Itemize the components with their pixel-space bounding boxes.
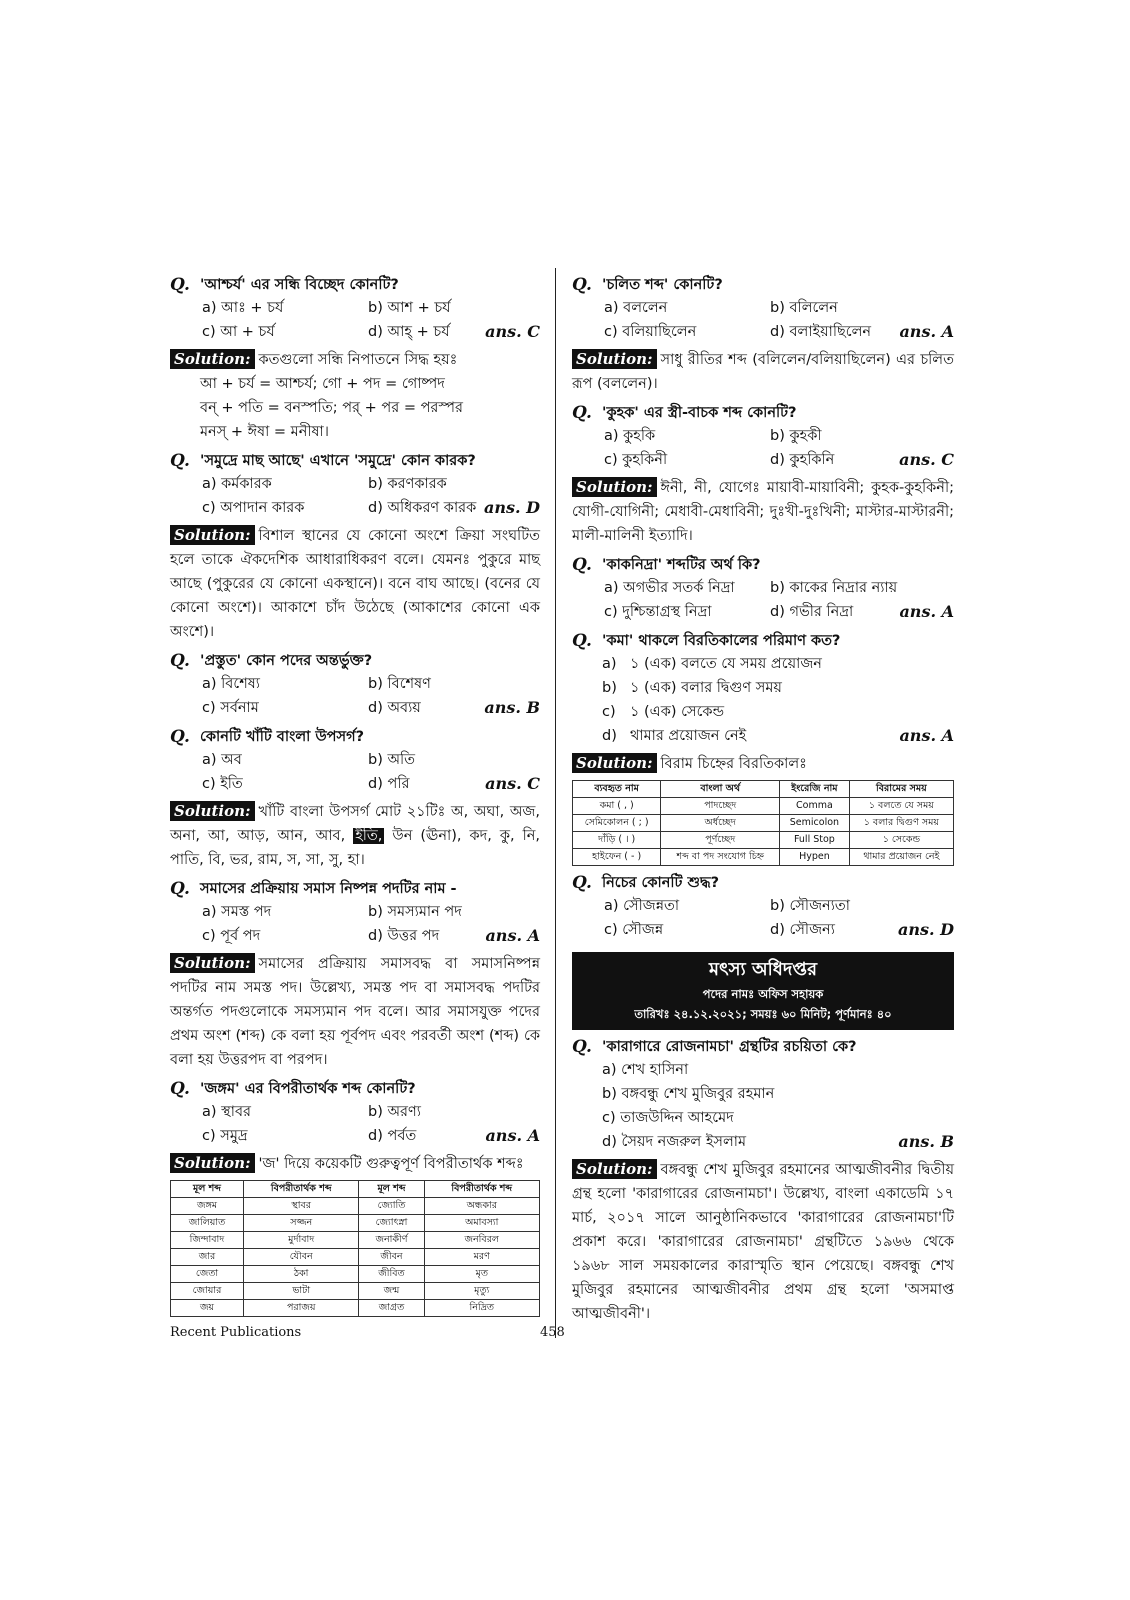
- question-3: [170, 650, 540, 672]
- table-cell: জঙ্গম: [171, 1198, 244, 1215]
- table-header: বাংলা অর্থ: [661, 781, 780, 798]
- option-b: b) কাকের নিদ্রার ন্যায়: [770, 580, 898, 596]
- option-text: থামার প্রয়োজন নেই: [630, 728, 747, 744]
- answer: ans. A: [899, 602, 954, 621]
- option-b: b) বলিলেন: [770, 300, 838, 316]
- table-row: [573, 832, 954, 849]
- question-marker: Q.: [170, 1079, 190, 1099]
- option-c: c) অপাদান কারক: [202, 500, 305, 516]
- question-7: [572, 274, 954, 296]
- table-cell: জোয়ার: [171, 1283, 244, 1300]
- question-2: [170, 450, 540, 472]
- options-11: [572, 894, 954, 942]
- solution-1: [170, 348, 540, 444]
- table-cell: জনাকীর্ণ: [359, 1232, 424, 1249]
- option-a: a) শেখ হাসিনা: [602, 1062, 689, 1078]
- question-text: 'কারাগারে রোজনামচা' গ্রন্থটির রচয়িতা কে?: [602, 1039, 857, 1055]
- options-9: [572, 576, 954, 624]
- table-header: বিরামের সময়: [849, 781, 953, 798]
- table-cell: জনবিরল: [424, 1232, 539, 1249]
- question-text: 'চলিত শব্দ' কোনটি?: [602, 277, 723, 293]
- option-d: d) বলাইয়াছিলেন: [770, 324, 872, 340]
- table-cell: শব্দ বা পদ সংযোগ চিহ্ন: [661, 849, 780, 866]
- solution-text: বঙ্গবন্ধু শেখ মুজিবুর রহমানের আত্মজীবনীর দ্বিতীয় গ্রন্থ হলো 'কারাগারের রোজনামচা'। উল্লেখ্য, বাংলা একাডেমি ১৭ মার্চ, ২০১৭ সালে আনুষ্ঠানিকভাবে 'কারাগারের রোজনামচা'টি প্রকাশ করে। 'কারাগারের রোজনামচা' গ্রন্থটিতে ১৯৬৬ থেকে ১৯৬৮ সাল সময়কালের কারাস্মৃতি স্থান পেয়েছে। বঙ্গবন্ধু শেখ মুজিবুর রহমানের আত্মজীবনীর প্রথম গ্রন্থ হলো 'অসমাপ্ত আত্মজীবনী'।: [572, 1162, 954, 1322]
- option-b: b) সৌজন্যতা: [770, 898, 850, 914]
- table-row: [171, 1249, 540, 1266]
- banner-post: পদের নামঃ অফিস সহায়ক: [702, 987, 824, 1001]
- table-row: [171, 1300, 540, 1317]
- options-7: [572, 296, 954, 344]
- option-text: ১ (এক) সেকেন্ড: [630, 704, 725, 720]
- question-text: 'কাকনিদ্রা' শব্দটির অর্থ কি?: [602, 557, 761, 573]
- solution-line: মনস্‌ + ঈষা = মনীষা।: [200, 424, 329, 440]
- solution-4: [170, 800, 540, 872]
- table-cell: মুর্দাবাদ: [243, 1232, 358, 1249]
- table-row: [171, 1283, 540, 1300]
- solution-line: আ + চর্য = আশ্চর্য; গো + পদ = গোষ্পদ: [200, 376, 445, 392]
- table-cell: জেতা: [171, 1266, 244, 1283]
- table-header-row: [171, 1181, 540, 1198]
- option-c: c) সৌজন্ন: [604, 922, 664, 938]
- table-row: [171, 1266, 540, 1283]
- option-a: a) আঃ + চর্য: [202, 300, 284, 316]
- answer: ans. C: [899, 450, 954, 469]
- question-8: [572, 402, 954, 424]
- option-a: a) কুহকি: [604, 428, 656, 444]
- option-d: d) পরি: [368, 776, 410, 792]
- option-a: a) স্থাবর: [202, 1104, 251, 1120]
- option-a: a) সৌজন্নতা: [604, 898, 680, 914]
- table-cell: অমাবস্যা: [424, 1215, 539, 1232]
- table-header: মূল শব্দ: [171, 1181, 244, 1198]
- question-text: কোনটি খাঁটি বাংলা উপসর্গ?: [200, 729, 365, 745]
- table-cell: জন্ম: [359, 1283, 424, 1300]
- question-marker: Q.: [572, 555, 592, 575]
- table-header: ব্যবহৃত নাম: [573, 781, 661, 798]
- question-marker: Q.: [170, 879, 190, 899]
- question-text: 'কমা' থাকলে বিরতিকালের পরিমাণ কত?: [602, 633, 841, 649]
- table-body: [171, 1198, 540, 1317]
- table-cell: সজ্জন: [243, 1215, 358, 1232]
- table-body: [573, 798, 954, 866]
- question-5: [170, 878, 540, 900]
- table-cell: অন্ধকার: [424, 1198, 539, 1215]
- option-b: b) অরণ্য: [368, 1104, 421, 1120]
- table-cell: ঠকা: [243, 1266, 358, 1283]
- solution-12: [572, 1158, 954, 1326]
- question-marker: Q.: [170, 651, 190, 671]
- options-10: [572, 652, 954, 748]
- question-marker: Q.: [170, 727, 190, 747]
- table-cell: পরাজয়: [243, 1300, 358, 1317]
- option-b: b) বঙ্গবন্ধু শেখ মুজিবুর রহমান: [602, 1086, 775, 1102]
- banner-title: মৎস্য অধিদপ্তর: [709, 959, 817, 980]
- solution-tag: Solution:: [572, 477, 657, 497]
- table-cell: কমা ( , ): [573, 798, 661, 815]
- option-c: c) কুহকিনী: [604, 452, 668, 468]
- option-d: d) সৌজন্য: [770, 922, 835, 938]
- option-c: c) সমুদ্র: [202, 1128, 248, 1144]
- answer: ans. A: [485, 926, 540, 945]
- option-c: c) সর্বনাম: [202, 700, 259, 716]
- option-label: b): [602, 680, 617, 696]
- solution-tag: Solution:: [572, 753, 657, 773]
- question-marker: Q.: [572, 403, 592, 423]
- solution-tag: Solution:: [170, 525, 255, 545]
- question-marker: Q.: [572, 873, 592, 893]
- option-a: a) বললেন: [604, 300, 668, 316]
- solution-text: উন (ঊনা), কদ, কু, নি, পাতি, বি, ভর, রাম, স, সা, সু, হা।: [170, 828, 541, 868]
- question-marker: Q.: [572, 631, 592, 651]
- option-d: d) অধিকরণ কারক: [368, 500, 477, 516]
- option-b: b) করণকারক: [368, 476, 447, 492]
- table-row: [171, 1232, 540, 1249]
- table-cell: জিন্দাবাদ: [171, 1232, 244, 1249]
- option-c: c) তাজউদ্দিন আহমেদ: [602, 1110, 734, 1126]
- solution-tag: Solution:: [572, 349, 657, 369]
- options-1: [170, 296, 540, 344]
- solution-text: খাঁটি বাংলা উপসর্গ মোট ২১টিঃ অ, অঘা, অজ, অনা, আ, আড়, আন, আব,: [170, 804, 540, 844]
- option-text: ১ (এক) বলতে যে সময় প্রয়োজন: [630, 656, 822, 672]
- table-cell: জাগ্রত: [359, 1300, 424, 1317]
- table-row: [573, 849, 954, 866]
- option-b: b) আশ + চর্য: [368, 300, 451, 316]
- question-marker: Q.: [170, 451, 190, 471]
- answer: ans. A: [899, 726, 954, 745]
- table-cell: ভাটা: [243, 1283, 358, 1300]
- table-cell: Comma: [780, 798, 850, 815]
- option-d: d) কুহকিনি: [770, 452, 835, 468]
- option-d: d) আহ্‌ + চর্য: [368, 324, 450, 340]
- option-d: d) সৈয়দ নজরুল ইসলাম: [602, 1134, 747, 1150]
- solution-7: [572, 348, 954, 396]
- solution-tag: Solution:: [170, 801, 255, 821]
- antonym-table: [170, 1180, 540, 1317]
- solution-5: [170, 952, 540, 1072]
- exam-banner: [572, 952, 954, 1030]
- option-label: d): [602, 728, 617, 744]
- table-cell: জয়: [171, 1300, 244, 1317]
- table-cell: ১ বলার দ্বিগুণ সময়: [849, 815, 953, 832]
- solution-tag: Solution:: [170, 349, 255, 369]
- punctuation-table: [572, 780, 954, 866]
- question-text: 'জঙ্গম' এর বিপরীতার্থক শব্দ কোনটি?: [200, 1081, 416, 1097]
- options-5: [170, 900, 540, 948]
- options-4: [170, 748, 540, 796]
- solution-text: বিশাল স্থানের যে কোনো অংশে ক্রিয়া সংঘটিত হলে তাকে ঐকদেশিক আধারাধিকরণ বলে। যেমনঃ পুকুরে মাছ আছে (পুকুরের যে কোনো একস্থানে)। বনে বাঘ আছে। (বনের যে কোনো অংশে)। আকাশে চাঁদ উঠেছে (আকাশের কোনো এক অংশে)।: [170, 528, 540, 640]
- answer: ans. B: [898, 1132, 954, 1151]
- table-cell: দাঁড়ি ( । ): [573, 832, 661, 849]
- option-d: d) গভীর নিদ্রা: [770, 604, 854, 620]
- footer-publisher: Recent Publications: [170, 1325, 302, 1340]
- question-9: [572, 554, 954, 576]
- question-text: 'প্রস্তুত' কোন পদের অন্তর্ভুক্ত?: [200, 653, 373, 669]
- answer: ans. C: [485, 774, 540, 793]
- option-b: b) কুহকী: [770, 428, 822, 444]
- option-b: b) সমস্যমান পদ: [368, 904, 462, 920]
- page-number: 458: [540, 1325, 565, 1340]
- table-cell: মৃত: [424, 1266, 539, 1283]
- option-b: b) অতি: [368, 752, 416, 768]
- option-label: a): [602, 656, 617, 672]
- table-cell: মৃত্যু: [424, 1283, 539, 1300]
- option-b: b) বিশেষণ: [368, 676, 431, 692]
- table-cell: স্থাবর: [243, 1198, 358, 1215]
- solution-line: বন্‌ + পতি = বনস্পতি; পর্‌ + পর = পরস্পর: [200, 400, 464, 416]
- question-11: [572, 872, 954, 894]
- solution-text: ঈনী, নী, যোগেঃ মায়াবী-মায়াবিনী; কুহক-কুহকিনী; যোগী-যোগিনী; মেধাবী-মেধাবিনী; দুঃখী-দুঃখিনী; মাস্টার-মাস্টারনী; মালী-মালিনী ইত্যাদি।: [572, 480, 954, 544]
- table-cell: পাদচ্ছেদ: [661, 798, 780, 815]
- table-cell: জীবিত: [359, 1266, 424, 1283]
- table-header: ইংরেজি নাম: [780, 781, 850, 798]
- question-text: নিচের কোনটি শুদ্ধ?: [602, 875, 719, 891]
- table-cell: যৌবন: [243, 1249, 358, 1266]
- question-text: 'কুহক' এর স্ত্রী-বাচক শব্দ কোনটি?: [602, 405, 797, 421]
- table-row: [171, 1215, 540, 1232]
- table-cell: জালিয়াত: [171, 1215, 244, 1232]
- option-a: a) অগভীর সতর্ক নিদ্রা: [604, 580, 735, 596]
- table-header: বিপরীতার্থক শব্দ: [243, 1181, 358, 1198]
- solution-line: কতগুলো সন্ধি নিপাতনে সিদ্ধ হয়ঃ: [258, 352, 458, 368]
- table-row: [573, 815, 954, 832]
- solution-2: [170, 524, 540, 644]
- banner-info: তারিখঃ ২৪.১২.২০২১; সময়ঃ ৬০ মিনিট; পূর্ণমানঃ ৪০: [634, 1007, 892, 1021]
- right-column: [572, 268, 954, 1326]
- table-cell: হাইফেন ( - ): [573, 849, 661, 866]
- question-1: [170, 274, 540, 296]
- option-d: d) উত্তর পদ: [368, 928, 440, 944]
- option-c: c) ইতি: [202, 776, 243, 792]
- table-cell: ১ সেকেন্ড: [849, 832, 953, 849]
- option-a: a) বিশেষ্য: [202, 676, 260, 692]
- options-12: [572, 1058, 954, 1154]
- solution-text: 'জ' দিয়ে কয়েকটি গুরুত্বপূর্ণ বিপরীতার্থক শব্দঃ: [258, 1156, 524, 1172]
- table-cell: জীবন: [359, 1249, 424, 1266]
- table-row: [573, 798, 954, 815]
- table-cell: Semicolon: [780, 815, 850, 832]
- table-cell: জ্যোতি: [359, 1198, 424, 1215]
- option-d: d) অব্যয়: [368, 700, 421, 716]
- option-a: a) কর্মকারক: [202, 476, 272, 492]
- option-text: ১ (এক) বলার দ্বিগুণ সময়: [630, 680, 782, 696]
- option-c: c) আ + চর্য: [202, 324, 275, 340]
- table-cell: থামার প্রয়োজন নেই: [849, 849, 953, 866]
- question-text: 'আশ্চর্য' এর সন্ধি বিচ্ছেদ কোনটি?: [200, 277, 399, 293]
- solution-tag: Solution:: [170, 953, 255, 973]
- option-d: d) পর্বত: [368, 1128, 417, 1144]
- solution-tag: Solution:: [170, 1153, 255, 1173]
- answer: ans. D: [897, 920, 954, 939]
- table-cell: সেমিকোলন ( ; ): [573, 815, 661, 832]
- question-10: [572, 630, 954, 652]
- option-c: c) দুশ্চিন্তাগ্রস্থ নিদ্রা: [604, 604, 712, 620]
- solution-6: [170, 1152, 540, 1176]
- option-c: c) পূর্ব পদ: [202, 928, 261, 944]
- option-c: c) বলিয়াছিলেন: [604, 324, 697, 340]
- question-6: [170, 1078, 540, 1100]
- table-cell: জ্যোৎস্না: [359, 1215, 424, 1232]
- options-6: [170, 1100, 540, 1148]
- solution-10: [572, 752, 954, 776]
- options-8: [572, 424, 954, 472]
- table-cell: মরণ: [424, 1249, 539, 1266]
- table-header: বিপরীতার্থক শব্দ: [424, 1181, 539, 1198]
- left-column: [170, 268, 540, 1317]
- answer: ans. A: [899, 322, 954, 341]
- question-12: [572, 1036, 954, 1058]
- table-cell: পূর্ণচ্ছেদ: [661, 832, 780, 849]
- table-cell: জার: [171, 1249, 244, 1266]
- solution-text: বিরাম চিহ্নের বিরতিকালঃ: [660, 756, 807, 772]
- question-text: 'সমুদ্রে মাছ আছে' এখানে 'সমুদ্রে' কোন কারক?: [200, 453, 476, 469]
- column-divider: [555, 268, 556, 1338]
- solution-8: [572, 476, 954, 548]
- solution-text: সমাসের প্রক্রিয়ায় সমাসবদ্ধ বা সমাসনিষ্পন্ন পদটির নাম সমস্ত পদ। উল্লেখ্য, সমস্ত পদ বা সমাসবদ্ধ পদটির অন্তর্গত পদগুলোকে সমস্যমান পদ বলে। আর সমাসযুক্ত পদের প্রথম অংশ (শব্দ) কে বলা হয় পূর্বপদ এবং পরবর্তী অংশ (শব্দ) কে বলা হয় উত্তরপদ বা পরপদ।: [170, 956, 540, 1068]
- options-2: [170, 472, 540, 520]
- table-cell: ১ বলতে যে সময়: [849, 798, 953, 815]
- question-marker: Q.: [572, 275, 592, 295]
- question-marker: Q.: [572, 1037, 592, 1057]
- answer: ans. D: [483, 498, 540, 517]
- option-label: c): [602, 704, 616, 720]
- highlighted-word: ইতি,: [355, 828, 383, 844]
- option-a: a) সমস্ত পদ: [202, 904, 272, 920]
- table-header: মূল শব্দ: [359, 1181, 424, 1198]
- table-row: [171, 1198, 540, 1215]
- answer: ans. A: [485, 1126, 540, 1145]
- question-4: [170, 726, 540, 748]
- table-cell: নিদ্রিত: [424, 1300, 539, 1317]
- solution-text: সাধু রীতির শব্দ (বলিলেন/বলিয়াছিলেন) এর চলিত রূপ (বললেন)।: [572, 352, 954, 392]
- solution-tag: Solution:: [572, 1159, 657, 1179]
- table-header-row: [573, 781, 954, 798]
- table-cell: Full Stop: [780, 832, 850, 849]
- question-text: সমাসের প্রক্রিয়ায় সমাস নিষ্পন্ন পদটির নাম -: [200, 881, 457, 897]
- table-cell: অর্ধচ্ছেদ: [661, 815, 780, 832]
- answer: ans. B: [484, 698, 540, 717]
- option-a: a) অব: [202, 752, 242, 768]
- answer: ans. C: [485, 322, 540, 341]
- table-cell: Hypen: [780, 849, 850, 866]
- question-marker: Q.: [170, 275, 190, 295]
- options-3: [170, 672, 540, 720]
